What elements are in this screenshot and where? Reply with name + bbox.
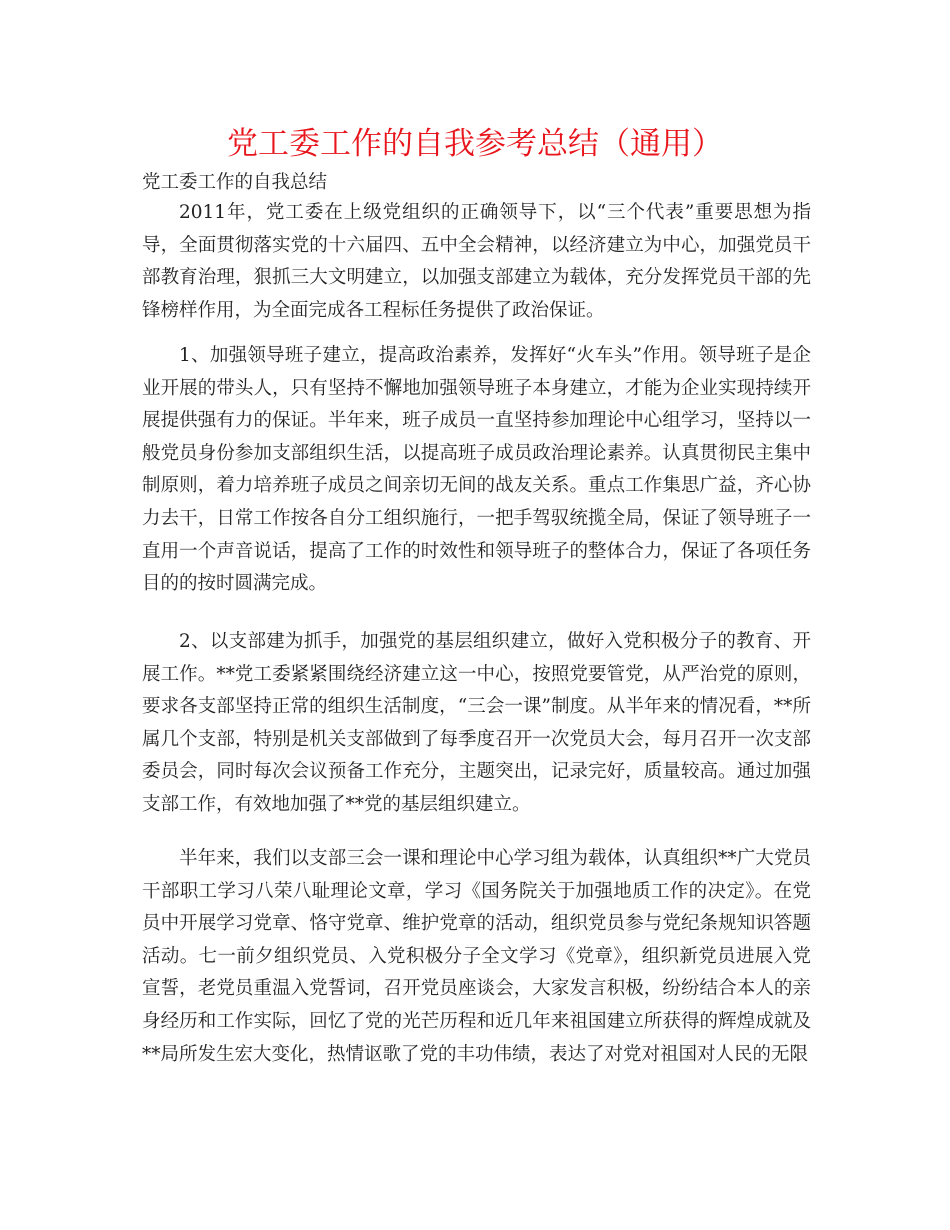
document-title: 党工委工作的自我参考总结（通用） (227, 126, 723, 162)
document-subtitle: 党工委工作的自我总结 (142, 172, 328, 193)
paragraph: 半年来，我们以支部三会一课和理论中心学习组为载体，认真组织**广大党员干部职工学习八荣八耻理论文章，学习《国务院关于加强地质工作的决定》。在党员中开展学习党章、恪守党章、维护党章的活动，组织党员参与党纪条规知识答题活动。七一前夕组织党员、入党积极分子全文学习《党章》，组织新党员进展入党宣誓，老党员重温入党誓词，召开党员座谈会，大家发言积极，纷纷结合本人的亲身经历和工作实际，回忆了党的光芒历程和近几年来祖国建立所获得的辉煌成就及**局所发生宏大变化，热情讴歌了党的丰功伟绩，表达了对党对祖国对人民的无限 (142, 848, 811, 1065)
paragraph: 2011年，党工委在上级党组织的正确领导下，以“三个代表”重要思想为指导，全面贯彻落实党的十六届四、五中全会精神，以经济建立为中心，加强党员干部教育治理，狠抓三大文明建立，以加强支部建立为载体，充分发挥党员干部的先锋榜样作用，为全面完成各工程标任务提供了政治保证。 (142, 202, 811, 321)
paragraph: 1、加强领导班子建立，提高政治素养，发挥好“火车头”作用。领导班子是企业开展的带头人，只有坚持不懈地加强领导班子本身建立，才能为企业实现持续开展提供强有力的保证。半年来，班子成员一直坚持参加理论中心组学习，坚持以一般党员身份参加支部组织生活，以提高班子成员政治理论素养。认真贯彻民主集中制原则，着力培养班子成员之间亲切无间的战友关系。重点工作集思广益，齐心协力去干，日常工作按各自分工组织施行，一把手驾驭统揽全局，保证了领导班子一直用一个声音说话，提高了工作的时效性和领导班子的整体合力，保证了各项任务目的的按时圆满完成。 (142, 345, 811, 595)
paragraph: 2、以支部建为抓手，加强党的基层组织建立，做好入党积极分子的教育、开展工作。**党工委紧紧围绕经济建立这一中心，按照党要管党，从严治党的原则，要求各支部坚持正常的组织生活制度，“三会一课”制度。从半年来的情况看，**所属几个支部，特别是机关支部做到了每季度召开一次党员大会，每月召开一次支部委员会，同时每次会议预备工作充分，主题突出，记录完好，质量较高。通过加强支部工作，有效地加强了**党的基层组织建立。 (142, 631, 811, 815)
